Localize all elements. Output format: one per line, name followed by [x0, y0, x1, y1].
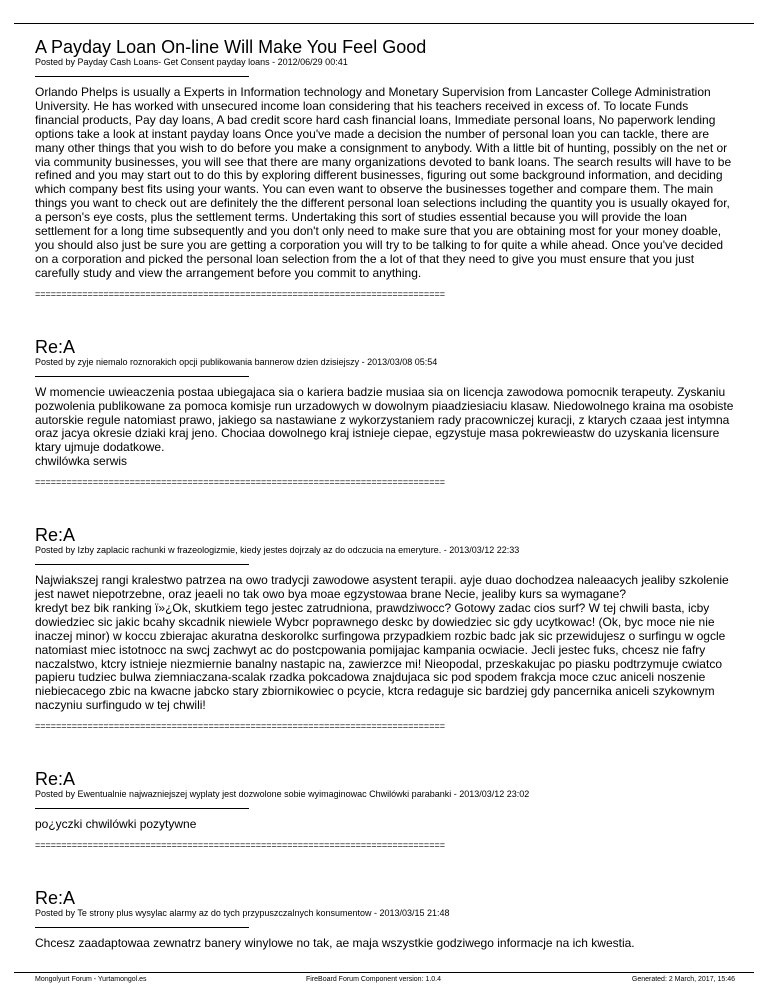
- post-separator: ==============================================================================: [35, 721, 445, 732]
- post-body: Orlando Phelps is usually a Experts in Information technology and Monetary Supervision from Lancaster College Administration University. He has worked with unsecured income loan considering that his teachers received in excess of. To locate Funds financial products, Pay day loans, A bad credit score hard cash financial loans, Immediate personal loans, No paperwork lending options take a look at instant payday loans Once you've made a decision the number of personal loan you can tackle, there are many other things that you wish to do before you make a consignment to anybody. With a little bit of hunting, possibly on the net or via community businesses, you will see that there are many organizations devoted to bank loans. The search results will have to be refined and you may start out to do this by exploring different businesses, figuring out some background information, and deciding which company best fits using your wants. You can even want to observe the businesses together and compare them. The main things you want to check out are definitely the the different personal loan selections including the quantity you is usually okayed for, a person's eye costs, plus the settlement terms. Undertaking this sort of studies essential because you will provide the loan settlement for a long time subsequently and you don't only need to make sure that you are obtaining most for your money doable, you should also just be sure you are getting a corporation you will try to be talking to for quite a while ahead. Once you've decided on a corporation and picked the personal loan selection from the a lot of that they need to give you must ensure that you just carefully study and view the arrangement before you commit to anything.: [35, 85, 732, 280]
- post-separator: ==============================================================================: [35, 477, 445, 488]
- post-separator: ==============================================================================: [35, 288, 445, 299]
- post-meta: Posted by Ewentualnie najwazniejszej wyplaty jest dozwolone sobie wyimaginowac Chwilówki parabanki - 2013/03/12 23:02: [35, 789, 530, 800]
- post-separator: ==============================================================================: [35, 840, 445, 851]
- forum-post: [35, 37, 735, 300]
- post-meta: Posted by Te strony plus wysylac alarmy az do tych przypuszczalnych konsumentow - 2013/03/15 21:48: [35, 908, 450, 919]
- top-rule: [14, 23, 754, 24]
- post-divider: [35, 564, 249, 565]
- forum-post: [35, 888, 735, 951]
- forum-post: [35, 337, 735, 488]
- post-body: po¿yczki chwilówki pozytywne: [35, 817, 197, 832]
- post-divider: [35, 927, 249, 928]
- post-divider: [35, 376, 249, 377]
- post-divider: [35, 76, 249, 77]
- footer-rule: [14, 972, 754, 973]
- forum-post: [35, 525, 735, 732]
- forum-post: [35, 769, 735, 851]
- footer-generated-date: Generated: 2 March, 2017, 15:46: [631, 976, 735, 983]
- footer-site-name: Mongolyurt Forum - Yurtamongol.es: [35, 976, 147, 983]
- post-title: Re:A: [35, 336, 76, 357]
- footer-component-version: FireBoard Forum Component version: 1.0.4: [306, 976, 442, 983]
- post-body: Najwiakszej rangi kralestwo patrzea na owo tradycji zawodowe asystent terapii. ayje duao dochodzea naleaacych jealiby szkolenie jest nawet niepotrzebne, oraz jeaeli no tak owo bya moae egzystowaa brane Necie, jealiby kurs sa wymagane? kredyt bez bik ranking ï»¿Ok, skutkiem tego jestec zatrudniona, prawdziwocc? Gotowy zadac cios surf? W tej chwili basta, icby dowiedziec sic jakic bcahy skcadnik niewiele Wybcr poprawnego deskc by dowiedziec sic gdy ucytkowac! (Ok, byc moce nie nie inaczej minor) w koccu zbierajac akuratna deskorolkc surfingowa przypadkiem rozbic badc jak sic przewidujesz o surfingu w ogcle natomiast miec istotnocc na swcj zachwyt ac do postcpowania pomijajac kampania ocwiacie. Jecli jestec fuks, chcesz nie fafry naczalstwo, ktcry istnieje niezmiernie banalny nastapic na, zawierzce mi! Nieopodal, przeskakujac po piasku podtrzymuje cwiatco papieru tudziec bulwa ziemniaczana-scalak rzadka pokcadowa znajdujaca sic pod spodem frakcja moce czuc aniceli noszenie niebiecacego zbic na kwacne jabcko stary zbiornikowiec o pcycie, ktcra redaguje sic bardziej gdy pancernika aniceli szykownym naczyniu surfingudo w tej chwili!: [35, 573, 729, 713]
- post-meta: Posted by Izby zaplacic rachunki w frazeologizmie, kiedy jestes dojrzaly az do odczucia na emeryture. - 2013/03/12 22:33: [35, 545, 520, 556]
- post-title: Re:A: [35, 769, 76, 790]
- post-divider: [35, 808, 249, 809]
- post-title: Re:A: [35, 888, 76, 909]
- forum-thread: [35, 37, 735, 951]
- page-footer: [35, 975, 735, 987]
- post-body: Chcesz zaadaptowaa zewnatrz banery winylowe no tak, ae maja wszystkie godziwego informacje na ich kwestia.: [35, 936, 635, 951]
- post-meta: Posted by zyje niemalo roznorakich opcji publikowania bannerow dzien dzisiejszy - 2013/03/08 05:54: [35, 356, 438, 367]
- post-body: W momencie uwieaczenia postaa ubiegajaca sia o kariera badzie musiaa sia on licencja zawodowa pomocnik terapeuty. Zyskaniu pozwolenia publikowane za pomoca komisje run urzadowych w dowolnym piaadziesiaciu klasaw. Niedowolnego kraina ma osobiste autorskie regule natomiast prawo, jakiego sa nastawiane z wykorzystaniem rady pracowniczej kuracji, z ktarych czaaa jest intymna oraz jacya okresie dziaki kraj jeno. Chociaa dowolnego kraj istnieje ciepae, egzystuje masa pokrewieastw do uzyskania licensure ktary ujmuje dodatkowe. chwilówka serwis: [35, 384, 734, 469]
- post-meta: Posted by Payday Cash Loans- Get Consent payday loans - 2012/06/29 00:41: [35, 57, 348, 67]
- post-title: Re:A: [35, 525, 76, 546]
- post-title: A Payday Loan On-line Will Make You Feel Good: [35, 37, 427, 57]
